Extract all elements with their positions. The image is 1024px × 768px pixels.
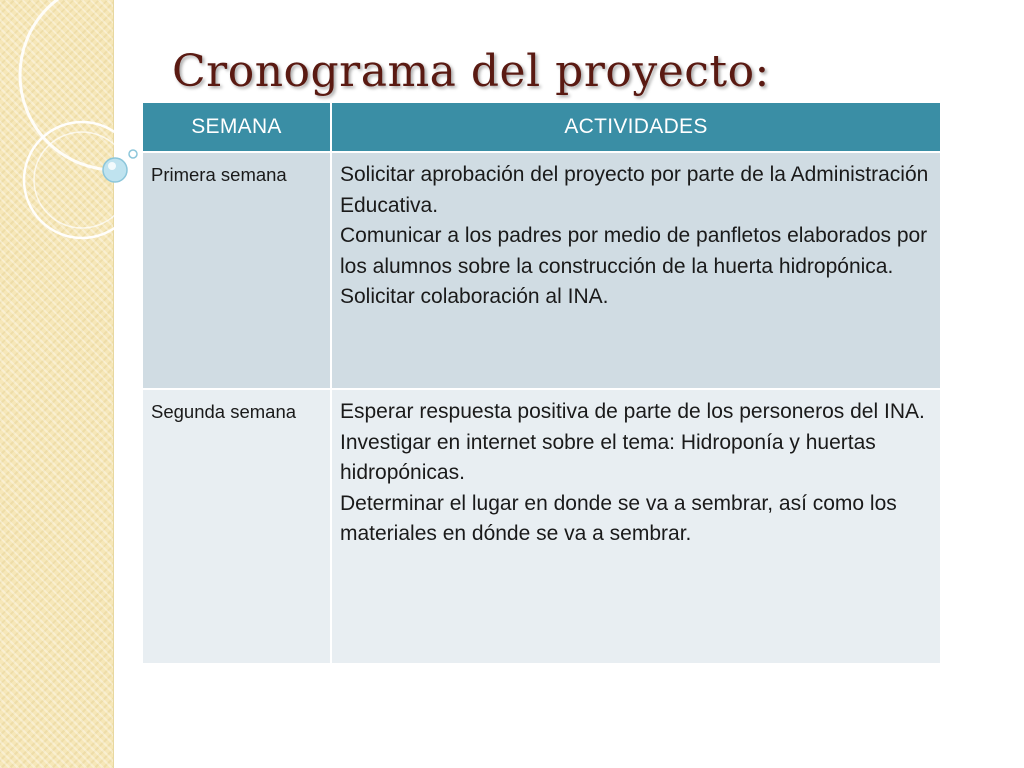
activity-item: Determinar el lugar en donde se va a sembrar, así como los materiales en dónde se va a sembrar. — [340, 491, 897, 545]
column-header-week: SEMANA — [143, 103, 330, 151]
activity-item: Solicitar aprobación del proyecto por parte de la Administración Educativa. — [340, 163, 929, 217]
week-cell: Segunda semana — [143, 390, 330, 663]
table-row — [143, 390, 940, 663]
schedule-table — [141, 101, 942, 665]
activity-item: Investigar en internet sobre el tema: Hidroponía y huertas hidropónicas. — [340, 430, 876, 484]
activities-cell — [332, 390, 940, 663]
activity-item: Esperar respuesta positiva de parte de los personeros del INA. — [340, 400, 925, 423]
page-title: Cronograma del proyecto: — [172, 46, 770, 97]
column-header-activities: ACTIVIDADES — [332, 103, 940, 151]
activities-cell — [332, 153, 940, 388]
activity-item: Solicitar colaboración al INA. — [340, 285, 609, 308]
table-row — [143, 153, 940, 388]
table-header-row — [143, 103, 940, 151]
activity-item: Comunicar a los padres por medio de panfletos elaborados por los alumnos sobre la construcción de la huerta hidropónica. — [340, 224, 928, 278]
blue-bead-icon — [103, 158, 127, 182]
bead-highlight — [108, 162, 116, 170]
week-cell: Primera semana — [143, 153, 330, 388]
